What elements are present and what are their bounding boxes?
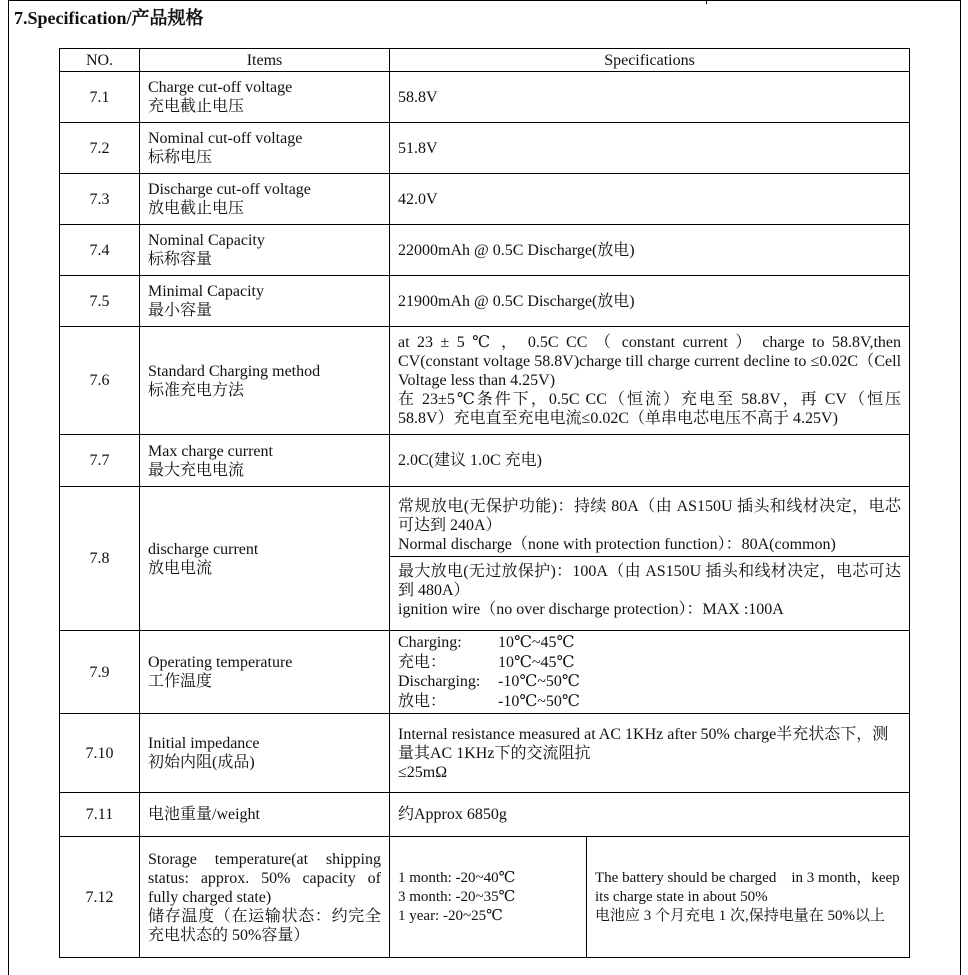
spec-cell: 58.8V <box>390 72 910 123</box>
table-row <box>60 327 910 435</box>
normal-discharge-en: Normal discharge（none with protection function）：80A(common) <box>398 535 836 553</box>
item-cn: 放电截止电压 <box>148 200 245 217</box>
storage-period: 3 month: -20~35℃ <box>398 888 516 905</box>
row-number: 7.1 <box>60 72 140 123</box>
item-cn: 工作温度 <box>148 673 213 690</box>
item-en: Discharge cut-off voltage <box>148 181 311 198</box>
temp-label: Charging: <box>398 634 462 651</box>
temp-label: Discharging: <box>398 673 481 690</box>
item-cn: 储存温度（在运输状态：约完全充电状态的 50%容量） <box>148 907 381 944</box>
row-number: 7.9 <box>60 631 140 714</box>
temp-value: 10℃~45℃ <box>498 634 575 651</box>
normal-discharge-cn: 常规放电(无保护功能)：持续 80A（由 AS150U 插头和线材决定，电芯可达到 240A） <box>398 497 902 534</box>
row-number: 7.12 <box>60 837 140 958</box>
item-cell <box>140 631 390 714</box>
item-cell <box>140 837 390 958</box>
item-en: Standard Charging method <box>148 362 321 380</box>
spec-cell: 约Approx 6850g <box>390 793 910 837</box>
row-number: 7.7 <box>60 435 140 487</box>
col-header-specs: Specifications <box>390 49 910 72</box>
storage-period: 1 year: -20~25℃ <box>398 907 503 924</box>
item-cn: 标称电压 <box>148 149 213 166</box>
item-en: discharge current <box>148 540 259 558</box>
row-number: 7.5 <box>60 276 140 327</box>
item-cell <box>140 123 390 174</box>
row-number: 7.3 <box>60 174 140 225</box>
temperature-list <box>398 633 901 711</box>
spec-cell <box>390 714 910 793</box>
temp-value: 10℃~45℃ <box>498 653 575 671</box>
spec-cell: 2.0C(建议 1.0C 充电) <box>390 435 910 487</box>
storage-period: 1 month: -20~40℃ <box>398 869 516 886</box>
spec-cell: 21900mAh @ 0.5C Discharge(放电) <box>390 276 910 327</box>
table-row <box>60 123 910 174</box>
table-row <box>60 276 910 327</box>
charging-method-cn: 在 23±5℃条件下，0.5C CC（恒流）充电至 58.8V，再 CV（恒压 58.8V）充电直至充电电流≤0.02C（单串电芯电压不高于 4.25V) <box>398 391 902 427</box>
row-number: 7.2 <box>60 123 140 174</box>
item-cell <box>140 714 390 793</box>
item-cn: 最大充电电流 <box>148 461 245 479</box>
storage-note-cell <box>587 837 910 958</box>
header-row <box>60 49 910 72</box>
item-en: Operating temperature <box>148 654 293 671</box>
row-number: 7.4 <box>60 225 140 276</box>
item-cell <box>140 276 390 327</box>
item-cell <box>140 327 390 435</box>
item-cell <box>140 435 390 487</box>
item-cell <box>140 72 390 123</box>
item-en: Minimal Capacity <box>148 283 264 300</box>
spec-cell <box>390 327 910 435</box>
item-cn: 标准充电方法 <box>148 381 245 399</box>
table-row <box>60 631 910 714</box>
item-cn: 最小容量 <box>148 302 213 319</box>
item-en: Storage temperature(at shipping status: approx. 50% capacity of fully charged state) <box>148 850 381 906</box>
item-cn: 放电电流 <box>148 559 213 577</box>
item-cn: 初始内阻(成品) <box>148 754 255 771</box>
row-number: 7.8 <box>60 487 140 631</box>
storage-periods-cell <box>390 837 587 958</box>
table-row <box>60 714 910 793</box>
max-discharge-block <box>390 556 909 623</box>
table-row <box>60 837 910 958</box>
top-border <box>8 0 961 1</box>
top-divider <box>706 0 707 4</box>
normal-discharge-block <box>398 495 901 556</box>
item-cell <box>140 487 390 631</box>
item-cn: 充电截止电压 <box>148 98 245 115</box>
impedance-value: ≤25mΩ <box>398 763 448 781</box>
charging-method-en: at 23 ± 5 ℃ ， 0.5C CC （ constant current ） charge to 58.8V,then CV(constant voltage 58.8V)charge till charge current decline to ≤0.02C（Cell Voltage less than 4.25V) <box>398 334 902 389</box>
col-header-no: NO. <box>60 49 140 72</box>
item-cell: 电池重量/weight <box>140 793 390 837</box>
item-cell <box>140 174 390 225</box>
temp-label: 放电： <box>398 692 447 710</box>
table-row <box>60 793 910 837</box>
temp-label: 充电： <box>398 653 447 671</box>
spec-table <box>59 48 910 958</box>
temp-value: -10℃~50℃ <box>498 673 580 690</box>
spec-cell: 42.0V <box>390 174 910 225</box>
spec-cell: 51.8V <box>390 123 910 174</box>
row-number: 7.6 <box>60 327 140 435</box>
impedance-text: Internal resistance measured at AC 1KHz after 50% charge半充状态下，测量其AC 1KHz下的交流阻抗 <box>398 725 889 762</box>
item-en: Charge cut-off voltage <box>148 79 293 96</box>
spec-cell <box>390 631 910 714</box>
table-row <box>60 72 910 123</box>
max-discharge-en: ignition wire（no over discharge protection）：MAX :100A <box>398 600 784 618</box>
table-row <box>60 225 910 276</box>
item-cn: 标称容量 <box>148 251 213 268</box>
section-heading: 7.Specification/产品规格 <box>14 8 204 28</box>
item-cell <box>140 225 390 276</box>
item-en: Initial impedance <box>148 735 260 752</box>
spec-cell: 22000mAh @ 0.5C Discharge(放电) <box>390 225 910 276</box>
row-number: 7.10 <box>60 714 140 793</box>
table-row <box>60 435 910 487</box>
spec-cell <box>390 487 910 631</box>
row-number: 7.11 <box>60 793 140 837</box>
storage-note-en: The battery should be charged in 3 month，keep its charge state in about 50% <box>595 869 900 905</box>
max-discharge-cn: 最大放电(无过放保护)：100A（由 AS150U 插头和线材决定，电芯可达到 480A） <box>398 562 902 599</box>
table-row <box>60 487 910 631</box>
item-en: Nominal Capacity <box>148 232 265 249</box>
col-header-items: Items <box>140 49 390 72</box>
temp-value: -10℃~50℃ <box>498 692 580 710</box>
storage-note-cn: 电池应 3 个月充电 1 次,保持电量在 50%以上 <box>595 907 885 924</box>
item-en: Nominal cut-off voltage <box>148 130 303 147</box>
item-en: Max charge current <box>148 442 273 460</box>
table-row <box>60 174 910 225</box>
